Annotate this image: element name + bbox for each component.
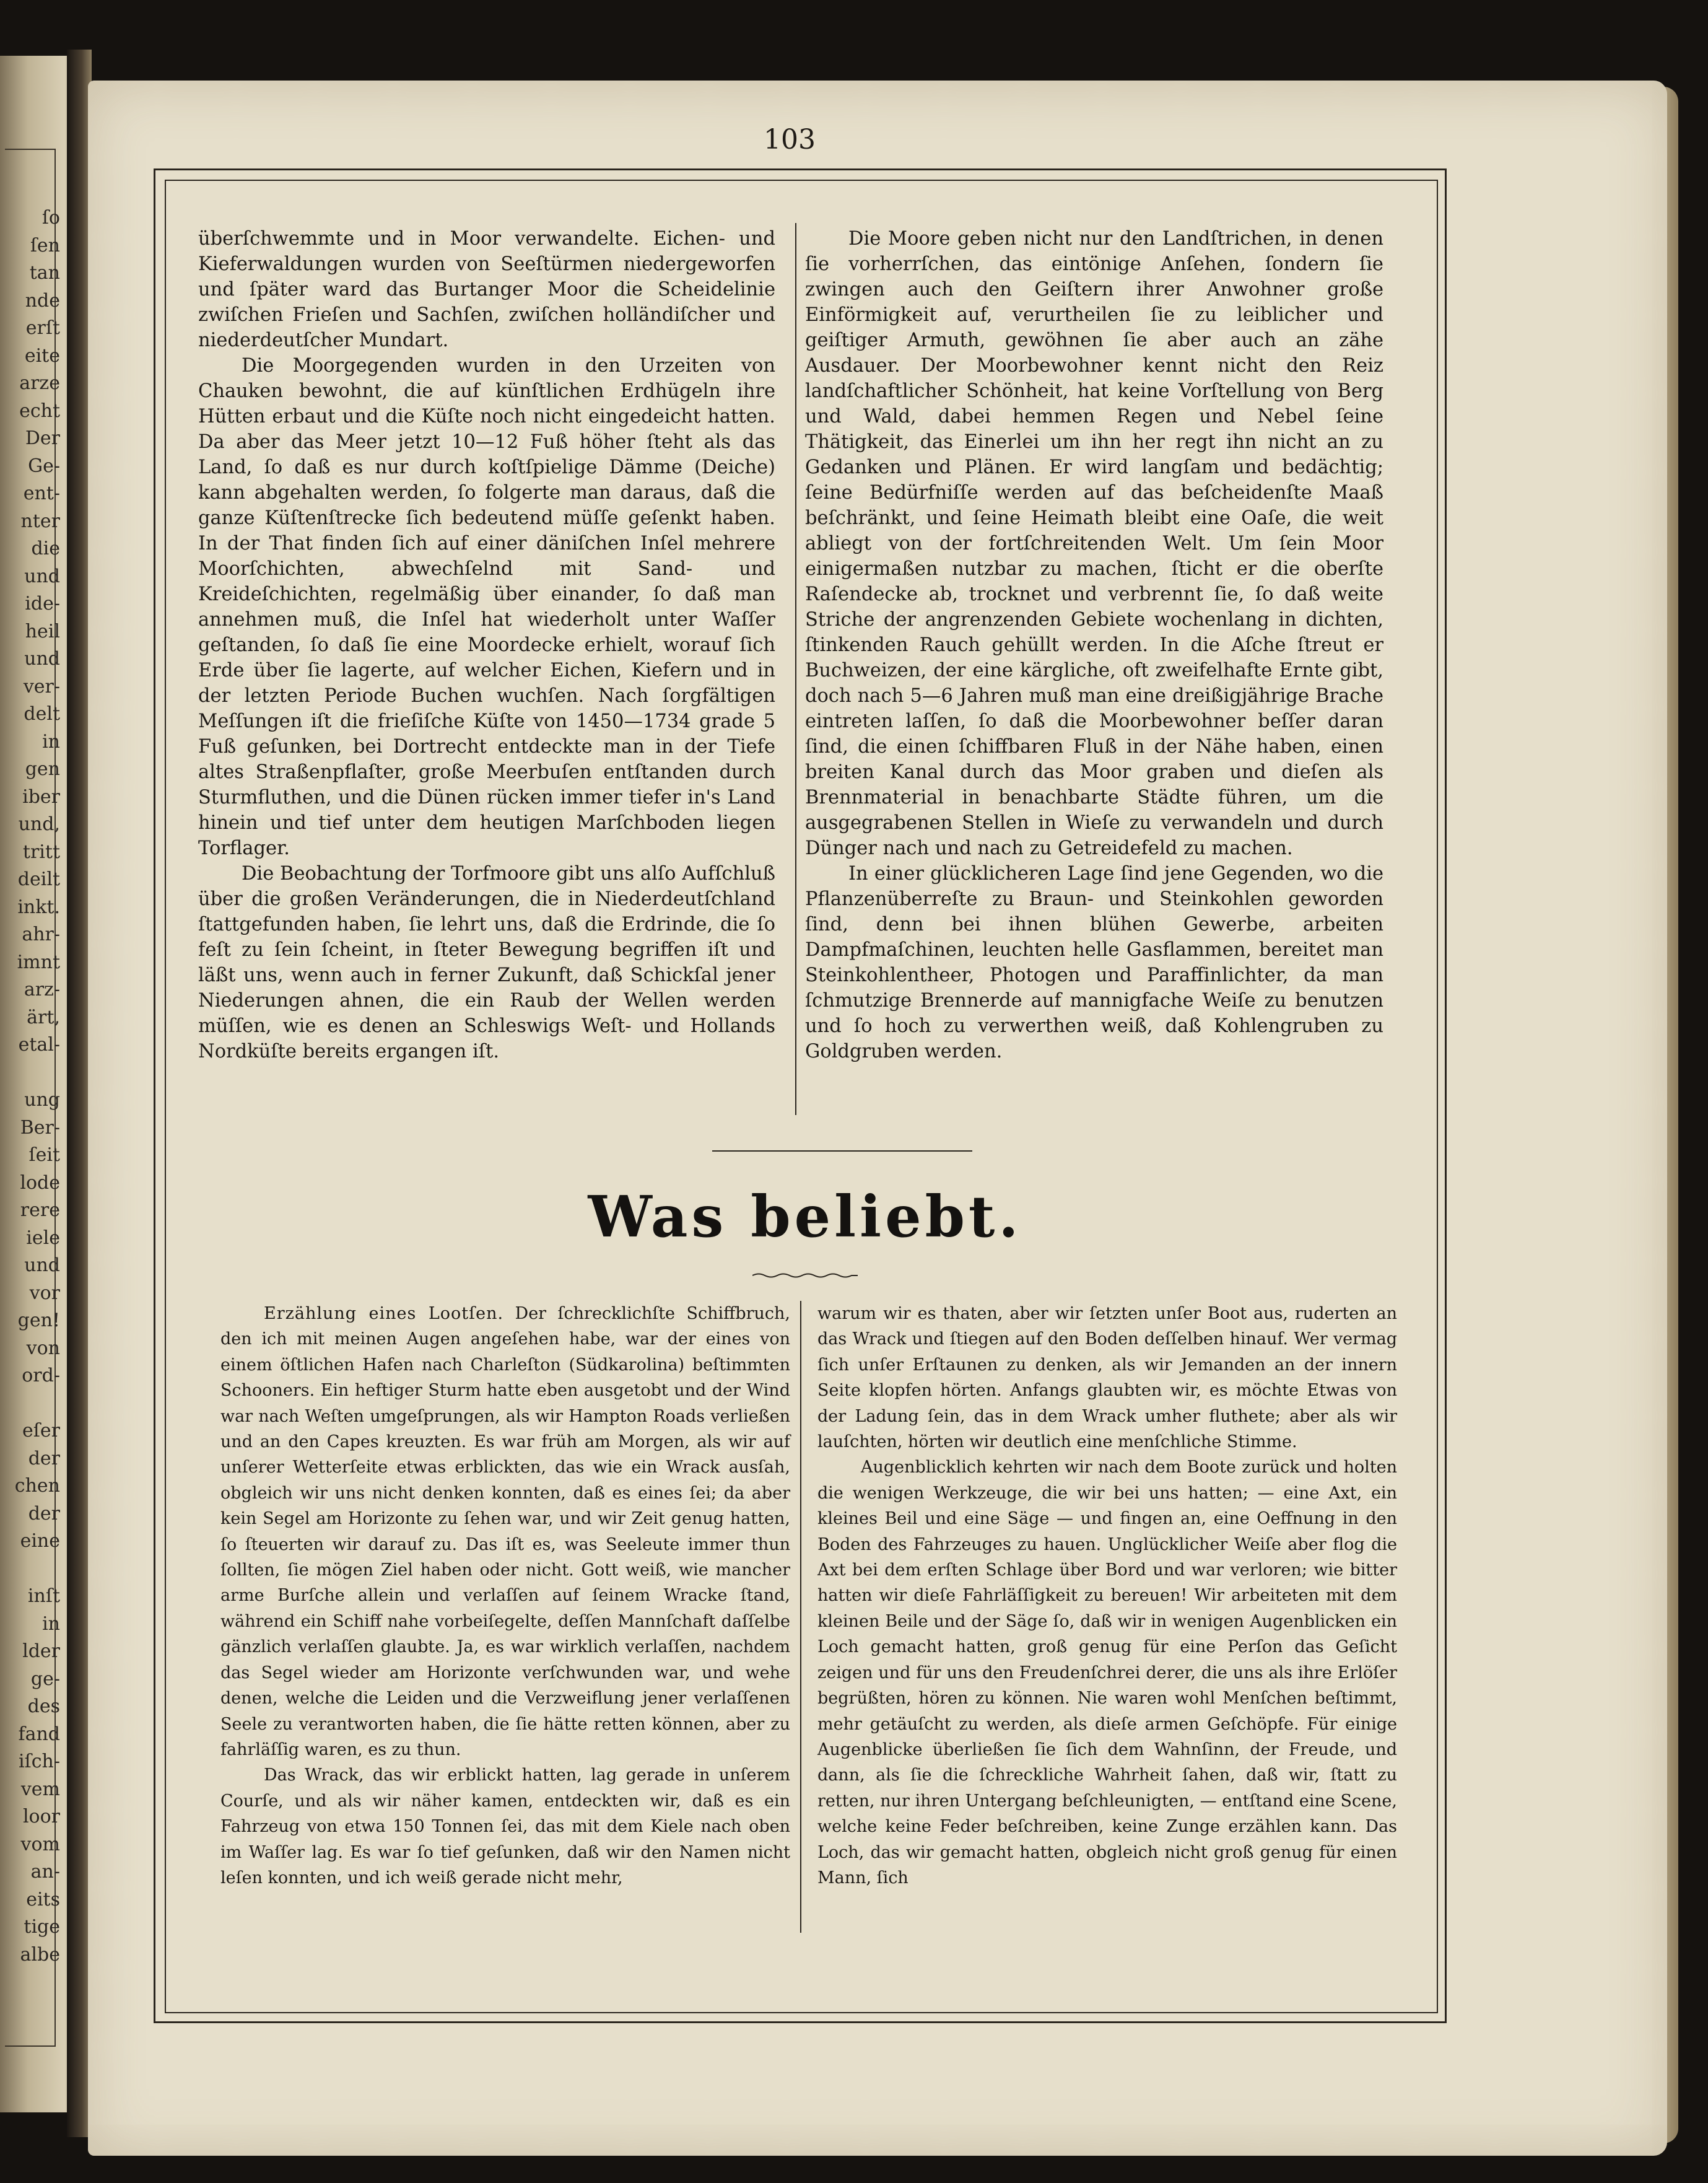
left-page-fragment: tige <box>24 1916 60 1938</box>
left-page-fragment: fand <box>18 1723 60 1745</box>
left-page-fragment: ahr- <box>22 924 60 945</box>
paragraph: Die Moorgegenden wurden in den Urzeiten von Chauken bewohnt, die auf künſtlichen Erdhügeln ihre Hütten erbaut und die Küſte noch nicht eingedeicht hatten. Da aber das Meer jetzt 10—12 Fuß höher ſteht als das Land, ſo daß es nur durch koſtſpielige Dämme (Deiche) kann abgehalten werden, ſo folgerte man daraus, daß die ganze Küſtenſtrecke ſich bedeutend müſſe geſenkt haben. In der That finden ſich auf einer däniſchen Inſel mehrere Moorſchichten, abwechſelnd mit Sand- und Kreideſchichten, regelmäßig über einander, ſo daß man annehmen muß, die Inſel hat wiederholt unter Waſſer geſtanden, ſo daß ſie eine Moordecke erhielt, worauf ſich Erde über ſie lagerte, auf welcher Eichen, Kiefern und in der letzten Periode Buchen wuchſen. Nach ſorgfältigen Meſſungen iſt die frieſiſche Küſte von 1450—1734 grade 5 Fuß geſunken, bei Dortrecht entdeckte man in der Tiefe altes Straßenpflaſter, große Meerbuſen entſtanden durch Sturmfluthen, und die Dünen rücken immer tiefer in's Land hinein und tief unter dem heutigen Marſchboden liegen Torflager. <box>198 355 775 859</box>
left-page-fragment: imnt <box>17 951 60 973</box>
left-page-fragment: Ge- <box>28 455 60 477</box>
left-page-fragment: albe <box>20 1943 60 1966</box>
left-page-fragment <box>1 1390 60 1418</box>
left-page-fragment: und <box>24 648 60 670</box>
paragraph-with-lead <box>220 1301 790 1762</box>
left-page-fragment: heil <box>25 620 60 642</box>
left-page-fragment: eſer <box>22 1420 60 1441</box>
section-separator-rule <box>712 1150 972 1152</box>
left-page-fragment: in <box>42 730 60 753</box>
left-page-fragment: vor <box>29 1282 60 1304</box>
left-page-fragment: ung <box>24 1089 60 1111</box>
left-page-fragment: iſch- <box>19 1751 60 1772</box>
article-top-left-column <box>198 226 775 1064</box>
left-page-fragment: deilt <box>17 868 60 890</box>
left-page-fragment: ide- <box>25 593 60 615</box>
left-page-fragment: lode <box>20 1171 60 1194</box>
left-page-fragment: eits <box>26 1888 60 1910</box>
paragraph: warum wir es thaten, aber wir ſetzten unſer Boot aus, ruderten an das Wrack und ſtiegen auf den Boden deſſelben hinauf. Wer vermag ſich unſer Erſtaunen zu denken, als wir Jemanden an der innern Seite klopfen hörten. Anfangs glaubten wir, es möchte Etwas von der Ladung ſein, das in dem Wrack umher fluthete; aber als wir lauſchten, hörten wir deutlich eine menſchliche Stimme. <box>817 1304 1397 1452</box>
left-page-fragment: gen <box>25 758 60 780</box>
left-page-fragment: vom <box>20 1833 60 1855</box>
story-title: Was beliebt. <box>588 1183 1022 1250</box>
left-page-fragment: ſeit <box>28 1144 60 1166</box>
left-page-fragment: ſo <box>41 207 60 229</box>
paragraph: Augenblicklich kehrten wir nach dem Boote zurück und holten die wenigen Werkzeuge, die wir bei uns hatten; — eine Axt, ein kleines Beil und eine Säge — und fingen an, eine Oeffnung in den Boden des Fahrzeuges zu hauen. Unglücklicher Weiſe aber flog die Axt bei dem erſten Schlage über Bord und war verloren; wie bitter hatten wir dieſe Fahrläſſigkeit zu bereuen! Wir arbeiteten mit dem kleinen Beile und der Säge ſo, daß wir in wenigen Augenblicken ein Loch gemacht hatten, groß genug für eine Perſon das Geſicht zeigen und für uns den Freudenſchrei derer, die uns als ihre Erlöſer begrüßten, hören zu können. Nie waren wohl Menſchen beſtimmt, mehr getäuſcht zu werden, als dieſe armen Geſchöpfe. Für einige Augenblicke überließen ſie ſich dem Wahnſinn, der Freude, und dann, als ſie die ſchreckliche Wahrheit ſahen, daß wir, ſtatt zu retten, nur ihren Untergang beſchleunigten, — entſtand eine Scene, welche keine Feder beſchreiben, keine Zunge erzählen kann. Das Loch, das wir gemacht hatten, obgleich nicht groß genug für einen Mann, ſich <box>817 1458 1397 1888</box>
left-page-fragment: erſt <box>25 317 60 339</box>
left-page-fragment: an- <box>30 1861 60 1883</box>
left-page-fragment: inkt. <box>17 896 60 918</box>
page-number: 103 <box>764 124 816 155</box>
left-page-fragment: in <box>42 1612 60 1635</box>
left-page-fragment: ent- <box>23 483 60 504</box>
paragraph: Die Beobachtung der Torfmoore gibt uns alſo Aufſchluß über die großen Veränderungen, die in Niederdeutſchland ſtattgefunden haben, ſie lehrt uns, daß die Erdrinde, die ſo feſt zu ſein ſcheint, in ſteter Bewegung begriffen iſt und läßt uns, wenn auch in ferner Zukunft, daß Schickſal jener Niederungen ahnen, die ein Raub der Wellen werden müſſen, wie es denen an Schleswigs Weſt- und Hollands Nordküſte bereits ergangen iſt. <box>198 863 775 1062</box>
left-page-fragment: eite <box>24 344 60 367</box>
title-ornament <box>752 1271 858 1280</box>
left-page-fragment: arz- <box>24 979 60 1000</box>
left-page-fragment: und, <box>18 813 60 835</box>
paragraph: Die Moore geben nicht nur den Landſtrichen, in denen ſie vorherrſchen, das eintönige Anſehen, ſondern ſie zwingen auch den Geiſtern ihrer Anwohner große Einförmigkeit auf, verurtheilen ſie zu leiblicher und geiſtiger Armuth, gewöhnen ſie aber auch an zähe Ausdauer. Der Moorbewohner kennt nicht den Reiz landſchaftlicher Schönheit, hat keine Vorſtellung von Berg und Wald, dabei hemmen Regen und Nebel ſeine Thätigkeit, das Einerlei um ihn her regt ihn nicht an zu Gedanken und Plänen. Er wird langſam und bedächtig; ſeine Bedürfniſſe werden auf das beſcheidenſte Maaß beſchränkt, und ſeine Heimath bleibt eine Oaſe, die weit abliegt von der fortſchreitenden Welt. Um ſein Moor einigermaßen nutzbar zu machen, ſticht er die oberſte Raſendecke ab, trocknet und verbrennt ſie, ſo daß weite Striche der angrenzenden Gebiete wochenlang in dichten, ſtinkenden Rauch gehüllt werden. In die Aſche ſtreut er Buchweizen, der eine kärgliche, oft zweifelhafte Ernte gibt, doch nach 5—6 Jahren muß man eine dreißigjährige Brache eintreten laſſen, ſo daß die Moorbewohner beſſer daran ſind, die einen ſchiffbaren Fluß in der Nähe haben, einen breiten Kanal durch das Moor graben und dieſen als Brennmaterial in benachbarte Städte führen, um die ausgegrabenen Stellen in Wieſe zu verwandeln und durch Dünger nach und nach zu Getreidefeld zu machen. <box>805 228 1383 859</box>
left-page-fragment: der <box>28 1502 60 1525</box>
left-page-fragment: ſen <box>30 234 60 256</box>
left-page-fragment: delt <box>24 703 60 725</box>
left-page-fragment: und <box>24 565 60 587</box>
left-page-text-fragments <box>1 204 60 1969</box>
left-page-fragment: nter <box>20 510 60 532</box>
paragraph: In einer glücklicheren Lage ſind jene Gegenden, wo die Pflanzenüberreſte zu Braun- und Steinkohlen geworden ſind, denn bei ihnen blühen Gewerbe, arbeiten Dampfmaſchinen, leuchten helle Gasflammen, bereitet man Steinkohlentheer, Photogen und Paraffinlichter, da man ſchmutzige Brennerde auf mannigfache Weiſe zu benutzen und ſo hoch zu verwerthen weiß, daß Kohlengruben zu Goldgruben werden. <box>805 863 1383 1062</box>
left-page-fragment: und <box>24 1254 60 1276</box>
left-page-fragment: rere <box>20 1199 60 1221</box>
paragraph: Das Wrack, das wir erblickt hatten, lag gerade in unſerem Courſe, und als wir näher kamen, entdeckten wir, daß es ein Fahrzeug von etwa 150 Tonnen ſei, das mit dem Kiele nach oben im Waſſer lag. Es war ſo tief geſunken, daß wir den Namen nicht leſen konnten, und ich weiß gerade nicht mehr, <box>220 1765 790 1888</box>
left-page-fragment: die <box>31 538 60 559</box>
paragraph: überſchwemmte und in Moor verwandelte. Eichen- und Kieferwaldungen wurden von Seeſtürmen niedergeworfen und ſpäter ward das Burtanger Moor die Scheidelinie zwiſchen Frieſen und Sachſen, zwiſchen holländiſcher und niederdeutſcher Mundart. <box>198 228 775 351</box>
story-paragraph: Der ſchrecklichſte Schiffbruch, den ich mit meinen Augen angeſehen habe, war der eines von einem öſtlichen Hafen nach Charleſton (Südkarolina) beſtimmten Schooners. Ein heftiger Sturm hatte eben ausgetobt und der Wind war nach Weſten umgeſprungen, als wir Hampton Roads verließen und an den Capes kreuzten. Es war früh am Morgen, als wir auf unſerer Wetterſeite etwas erblickten, das wie ein Wrack ausſah, obgleich wir uns nicht denken konnten, daß es eines ſei; da aber kein Segel am Horizonte zu ſehen war, und wir Zeit genug hatten, ſo ſteuerten wir darauf zu. Das iſt es, was Seeleute immer thun ſollten, ſie mögen Ziel haben oder nicht. Gott weiß, wie mancher arme Burſche allein und verlaſſen auf ſeinem Wracke ſtand, während ein Schiff nahe vorbeiſegelte, deſſen Mannſchaft daſſelbe gänzlich verlaſſen glaubte. Ja, es war wirklich verlaſſen, nachdem das Segel wieder am Horizonte verſchwunden war, und wehe denen, welche die Leiden und die Verzweiflung jener verlaſſenen Seele zu verantworten haben, die ſie hätte retten können, aber zu fahrläſſig waren, es zu thun. <box>220 1304 791 1759</box>
left-page-fragment: tritt <box>22 841 60 863</box>
left-page-fragment: des <box>27 1695 60 1717</box>
story-right-column <box>817 1301 1397 1891</box>
left-page-fragment: ord- <box>22 1365 60 1386</box>
left-page-fragment: iber <box>22 785 60 808</box>
left-page-fragment: loor <box>22 1806 60 1827</box>
left-page-fragment: ver- <box>23 675 60 698</box>
left-page-fragment: Ber- <box>20 1116 60 1139</box>
left-page-fragment: ge- <box>30 1668 60 1690</box>
left-page-fragment: gen! <box>17 1310 60 1331</box>
left-page-fragment <box>1 1059 60 1087</box>
left-page-fragment: inſt <box>27 1585 60 1607</box>
left-page-fragment: echt <box>19 400 60 422</box>
left-page-fragment: Der <box>25 427 60 449</box>
left-page-fragment: tan <box>29 262 60 284</box>
story-lead-label: Erzählung eines Lootſen. <box>264 1304 504 1323</box>
left-page-fragment: etal- <box>18 1034 60 1056</box>
left-page-fragment: der <box>28 1447 60 1469</box>
left-page-fragment: ärt, <box>27 1006 60 1028</box>
column-rule-bottom <box>800 1301 801 1933</box>
left-page-fragment: lder <box>22 1640 60 1662</box>
left-page-fragment: vem <box>20 1778 60 1800</box>
left-page-fragment: eine <box>20 1530 60 1552</box>
article-top-right-column <box>805 226 1383 1064</box>
left-page-fragment: chen <box>14 1475 60 1497</box>
story-left-column <box>220 1301 790 1891</box>
left-page-fragment <box>1 1555 60 1583</box>
column-rule-top <box>795 223 796 1115</box>
left-page-fragment: arze <box>19 372 60 394</box>
left-page-fragment: von <box>26 1337 60 1359</box>
left-page-fragment: nde <box>25 289 60 312</box>
left-page-fragment: iele <box>26 1227 60 1249</box>
